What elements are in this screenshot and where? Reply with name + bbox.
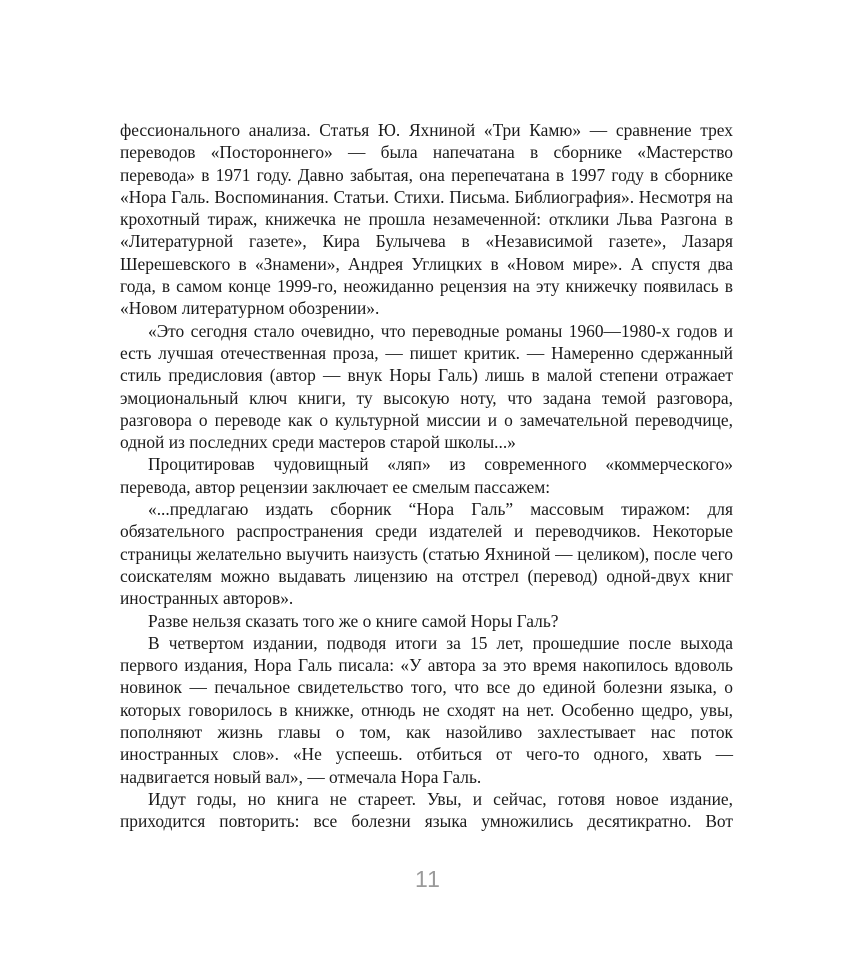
page-number: 11: [415, 866, 441, 892]
paragraph-3: Процитировав чудовищный «ляп» из современного «коммерческого» перевода, автор рецензии заключает ее смелым пассажем:: [120, 454, 733, 497]
paragraph-2: «Это сегодня стало очевидно, что переводные романы 1960—1980-х годов и есть лучшая отечественная проза, — пишет критик. — Намеренно сдержанный стиль предисловия (автор — внук Норы Галь) лишь в малой степени отражает эмоциональный ключ книги, ту высокую ноту, что задана темой разговора, разговора о переводе как о культурной миссии и о замечательной переводчице, одной из последних среди мастеров старой школы...»: [120, 320, 733, 453]
page-body: [120, 119, 733, 859]
paragraph-5: Разве нельзя сказать того же о книге самой Норы Галь?: [148, 610, 559, 631]
paragraph-6: В четвертом издании, подводя итоги за 15 лет, прошедшие после выхода первого издания, Нора Галь писала: «У автора за это время накопилось вдоволь новинок — печальное свидетельство того, что все до единой болезни языка, о которых говорилось в книжке, отнюдь не сходят на нет. Особенно щедро, увы, пополняют жизнь главы о том, как назойливо захлестывает нас поток иностранных слов». «Не успеешь. отбиться от чего-то одного, хвать — надвигается новый вал», — отмечала Нора Галь.: [120, 632, 733, 787]
paragraph-7: Идут годы, но книга не стареет. Увы, и сейчас, готовя новое издание, приходится повторить: все болезни языка умножились десятикратно. Вот: [120, 788, 733, 832]
paragraph-4: «...предлагаю издать сборник “Нора Галь” массовым тиражом: для обязательного распространения среди издателей и переводчиков. Некоторые страницы желательно выучить наизусть (статью Яхниной — целиком), после чего соискателям можно выдавать лицензию на отстрел (перевод) одной-двух книг иностранных авторов».: [120, 499, 733, 609]
paragraph-1: фессионального анализа. Статья Ю. Яхниной «Три Камю» — сравнение трех переводов «Постороннего» — была напечатана в сборнике «Мастерство перевода» в 1971 году. Давно забытая, она перепечатана в 1997 году в сборнике «Нора Галь. Воспоминания. Статьи. Стихи. Письма. Библиография». Несмотря на крохотный тираж, книжечка не прошла незамеченной: отклики Льва Разгона в «Литературной газете», Кира Булычева в «Независимой газете», Лазаря Шерешевского в «Знамени», Андрея Углицких в «Новом мире». А спустя два года, в самом конце 1999-го, неожиданно рецензия на эту книжечку появилась в «Новом литературном обозрении».: [120, 120, 733, 319]
